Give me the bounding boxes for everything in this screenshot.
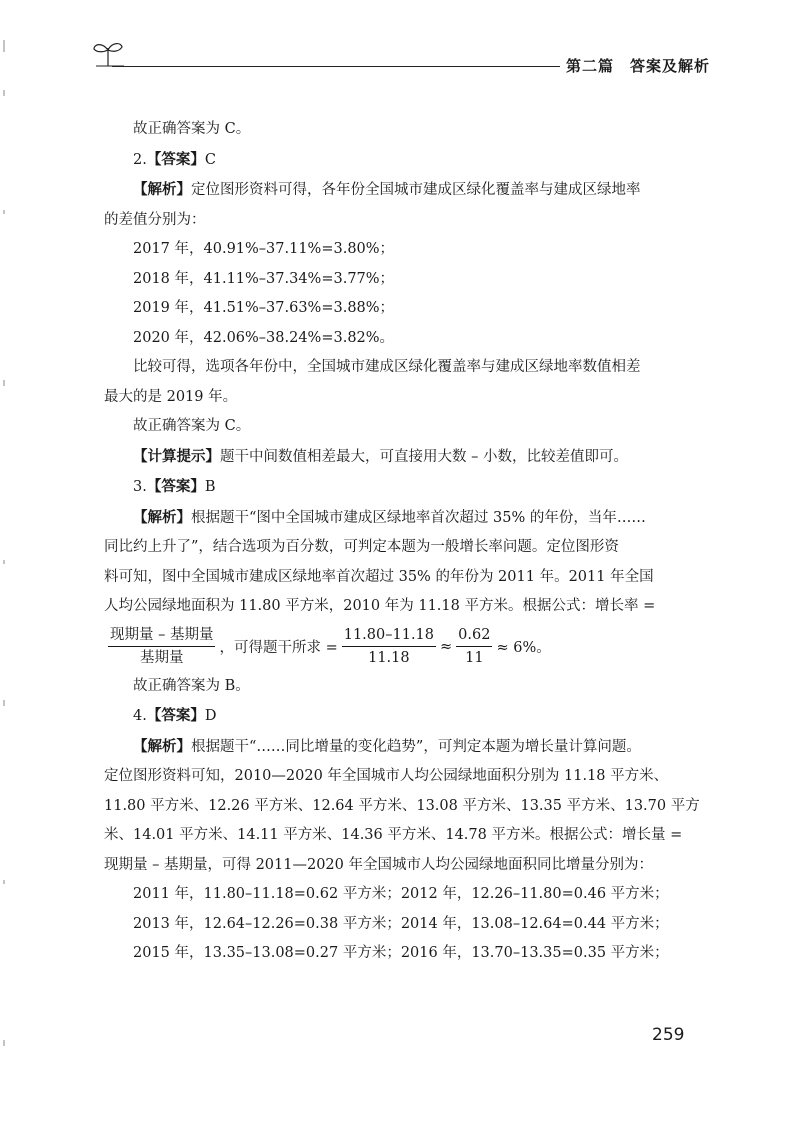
- binding-edge-marks: [0, 0, 10, 1130]
- text-line: 人均公园绿地面积为 11.80 平方米，2010 年为 11.18 平方米。根据公式：增长率 =: [104, 598, 656, 614]
- analysis-line: 【解析】根据题干“图中全国城市建成区绿地率首次超过 35% 的年份，当年……: [133, 508, 646, 526]
- text-line: 最大的是 2019 年。: [104, 388, 238, 405]
- text-line: 2015 年，13.35–13.08=0.27 平方米；2016 年，13.70–13.35=0.35 平方米；: [133, 945, 669, 961]
- text-line: 2017 年，40.91%–37.11%=3.80%；: [133, 241, 395, 257]
- text-line: 现期量 – 基期量，可得 2011—2020 年全国城市人均公园绿地面积同比增量分别为：: [104, 856, 653, 873]
- answer-line-4: 4.【答案】D: [133, 707, 217, 724]
- text-line: 2013 年，12.64–12.26=0.38 平方米；2014 年，13.08–12.64=0.44 平方米；: [133, 915, 669, 932]
- calc-tip-line: 【计算提示】题干中间数值相差最大，可直接用大数 – 小数，比较差值即可。: [133, 447, 628, 465]
- growth-rate-formula: $\frac{\text{现期量 – 基期量}}{\text{基期量}}$ ，可得题干所求 = $\frac{11.80-11.18}{11.18}$ ≈ $\frac{0.62}{11}$ ≈ 6%。: [110, 627, 551, 666]
- text-line: 同比约上升了”，结合选项为百分数，可判定本题为一般增长率问题。定位图形资: [104, 539, 619, 555]
- answer-content: [104, 115, 700, 969]
- fraction: $\frac{11.80-11.18}{11.18}$: [343, 627, 435, 666]
- fraction: $\frac{0.62}{11}$: [458, 627, 491, 666]
- analysis-line: 【解析】定位图形资料可得，各年份全国城市建成区绿化覆盖率与建成区绿地率: [133, 181, 641, 198]
- fraction: $\frac{\text{现期量 – 基期量}}{\text{基期量}}$: [110, 627, 214, 666]
- text-line: 的差值分别为：: [104, 211, 206, 228]
- text-line: 故正确答案为 C。: [133, 418, 251, 434]
- text-line: 2020 年，42.06%–38.24%=3.82%。: [133, 329, 395, 346]
- text-line: 2019 年，41.51%–37.63%=3.88%；: [133, 300, 395, 316]
- text-line: 故正确答案为 C。: [133, 121, 251, 137]
- answer-line-3: 3.【答案】B: [133, 478, 216, 495]
- analysis-line: 【解析】根据题干“……同比增量的变化趋势”，可判定本题为增长量计算问题。: [133, 737, 641, 755]
- text-line: 2011 年，11.80–11.18=0.62 平方米；2012 年，12.26–11.80=0.46 平方米；: [133, 886, 669, 902]
- sprout-icon: [90, 38, 126, 68]
- page-number: 259: [652, 1025, 685, 1045]
- text-line: 料可知，图中全国城市建成区绿地率首次超过 35% 的年份为 2011 年。2011 年全国: [104, 568, 654, 585]
- header-rule: [112, 66, 560, 67]
- text-line: 故正确答案为 B。: [133, 677, 250, 694]
- answer-line-2: 2.【答案】C: [133, 150, 216, 168]
- text-line: 米、14.01 平方米、14.11 平方米、14.36 平方米、14.78 平方米。根据公式：增长量 =: [104, 827, 683, 843]
- section-title: 第二篇 答案及解析: [566, 57, 711, 75]
- text-line: 定位图形资料可知，2010—2020 年全国城市人均公园绿地面积分别为 11.18 平方米、: [104, 768, 669, 784]
- text-line: 比较可得，选项各年份中，全国城市建成区绿化覆盖率与建成区绿地率数值相差: [133, 359, 641, 375]
- text-line: 2018 年，41.11%–37.34%=3.77%；: [133, 270, 395, 287]
- text-line: 11.80 平方米、12.26 平方米、12.64 平方米、13.08 平方米、13.35 平方米、13.70 平方: [104, 797, 700, 814]
